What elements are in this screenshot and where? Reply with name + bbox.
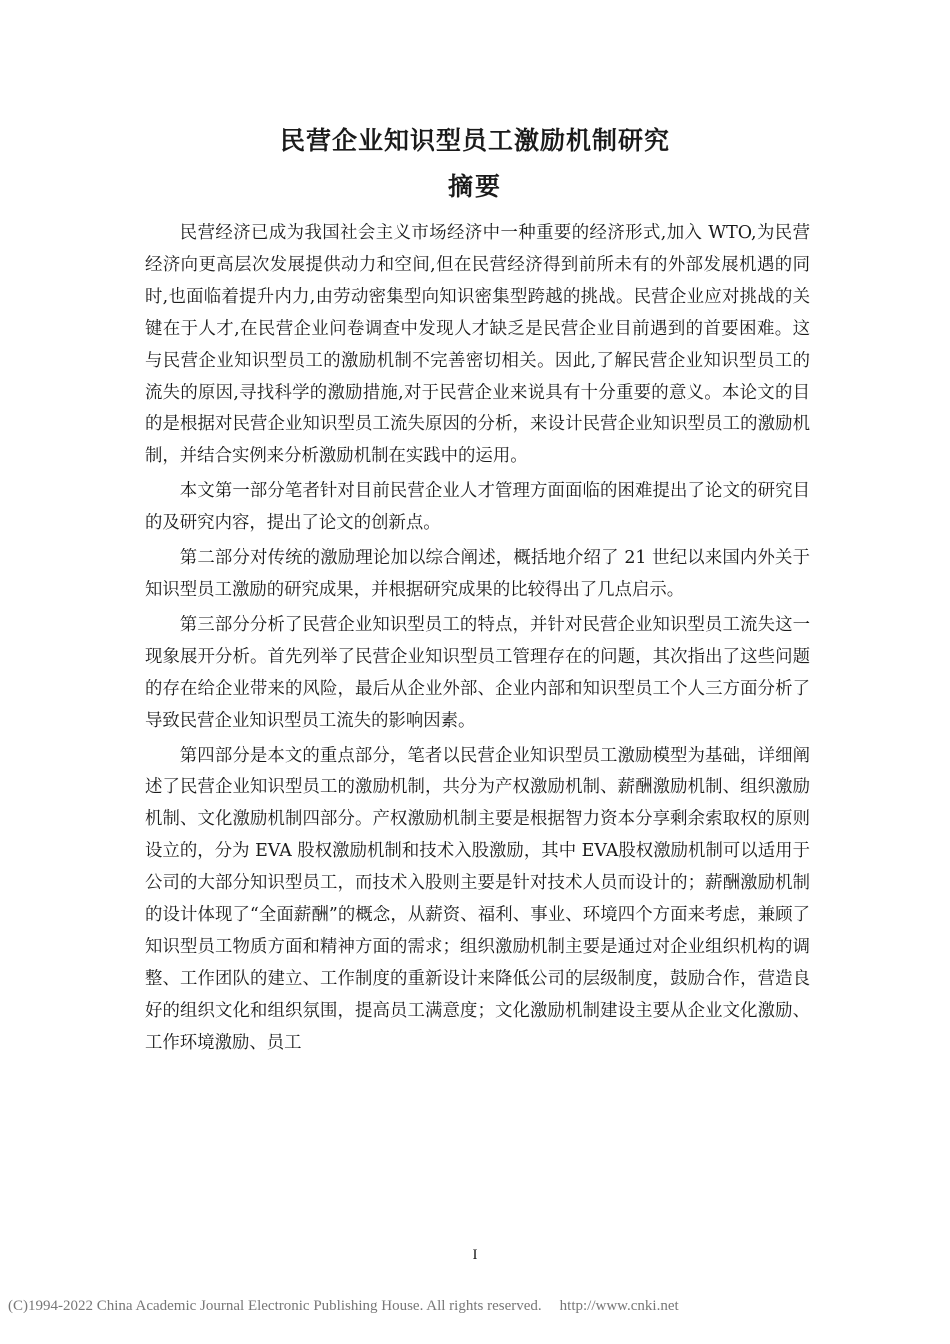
cnki-link[interactable]: http://www.cnki.net xyxy=(559,1298,679,1314)
abstract-heading: 摘要 xyxy=(447,172,502,201)
abstract-paragraph-2: 本文第一部分笔者针对目前民营企业人才管理方面面临的困难提出了论文的研究目的及研究内容，提出了论文的创新点。 xyxy=(145,481,810,534)
page-number: I xyxy=(472,1247,478,1263)
abstract-paragraph-3: 第二部分对传统的激励理论加以综合阐述，概括地介绍了 21 世纪以来国内外关于知识型员工激励的研究成果，并根据研究成果的比较得出了几点启示。 xyxy=(145,548,810,600)
abstract-paragraph-5: 第四部分是本文的重点部分，笔者以民营企业知识型员工激励模型为基础，详细阐述了民营企业知识型员工的激励机制，共分为产权激励机制、薪酬激励机制、组织激励机制、文化激励机制四部分。产权激励机制主要是根据智力资本分享剩余索取权的原则设立的，分为 EVA 股权激励机制和技术入股激励，其中 EVA股权激励机制可以适用于公司的大部分知识型员工，而技术入股则主要是针对技术人员而设计的；薪酬激励机制的设计体现了“全面薪酬”的概念，从薪资、福利、事业、环境四个方面来考虑，兼顾了知识型员工物质方面和精神方面的需求；组织激励机制主要是通过对企业组织机构的调整、工作团队的建立、工作制度的重新设计来降低公司的层级制度，鼓励合作，营造良好的组织文化和组织氛围，提高员工满意度；文化激励机制建设主要从企业文化激励、工作环境激励、员工 xyxy=(145,745,810,1053)
abstract-paragraph-4: 第三部分分析了民营企业知识型员工的特点，并针对民营企业知识型员工流失这一现象展开分析。首先列举了民营企业知识型员工管理存在的问题，其次指出了这些问题的存在给企业带来的风险，最后从企业外部、企业内部和知识型员工个人三方面分析了导致民营企业知识型员工流失的影响因素。 xyxy=(145,614,810,731)
document-title: 民营企业知识型员工激励机制研究 xyxy=(279,126,670,155)
abstract-paragraph-1: 民营经济已成为我国社会主义市场经济中一种重要的经济形式,加入 WTO,为民营经济向更高层次发展提供动力和空间,但在民营经济得到前所未有的外部发展机遇的同时,也面临着提升内力,由劳动密集型向知识密集型跨越的挑战。民营企业应对挑战的关键在于人才,在民营企业问卷调查中发现人才缺乏是民营企业目前遇到的首要困难。这与民营企业知识型员工的激励机制不完善密切相关。因此,了解民营企业知识型员工的流失的原因,寻找科学的激励措施,对于民营企业来说具有十分重要的意义。本论文的目的是根据对民营企业知识型员工流失原因的分析，来设计民营企业知识型员工的激励机制，并结合实例来分析激励机制在实践中的运用。 xyxy=(145,223,810,467)
abstract-body xyxy=(145,218,810,1060)
copyright-footer xyxy=(8,1296,950,1316)
copyright-text: (C)1994-2022 China Academic Journal Electronic Publishing House. All rights reserved. xyxy=(8,1298,542,1314)
